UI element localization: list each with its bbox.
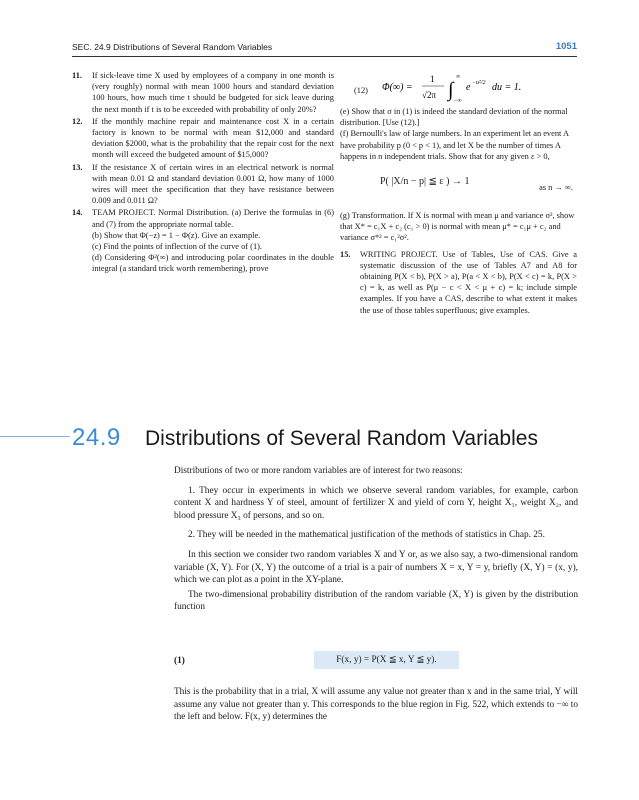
limit-condition: as n → ∞. [539, 183, 573, 193]
svg-text:Φ(∞) =: Φ(∞) = [382, 82, 413, 93]
problem-text: If sick-leave time X used by employees of a company in one month is (very roughly) normal with mean 1000 hours and standard deviation 100 hours, how much time t should be budgeted for sick leave during the next month if t is to be exceeded with probability of only 20%? [92, 71, 334, 114]
equation-box: F(x, y) = P(X ≦ x, Y ≦ y). [314, 651, 459, 669]
problem-13 [72, 162, 334, 207]
problem-number: 12. [72, 116, 83, 126]
paragraph: 1. They occur in experiments in which we observe several random variables, for example, carbon content X and hardness Y of steel, amount of fertilizer X and yield of corn Y, height X₁, weight X₂, and blood pressure X₃ of persons, and so on. [174, 485, 578, 521]
problem-14c: (c) Find the points of inflection of the curve of (1). [92, 242, 263, 252]
paragraph: 2. They will be needed in the mathematical justification of the methods of statistics in Chap. 25. [188, 530, 545, 541]
problem-number: 15. [340, 249, 351, 259]
problem-14d: (d) Considering Φ²(∞) and introducing polar coordinates in the double integral (a standard trick worth remembering), prove [92, 253, 334, 274]
problem-text: WRITING PROJECT. Use of Tables, Use of CAS. Give a systematic discussion of the use of Tables A7 and A8 for obtaining P(X < b), P(X > a), P(a < X < b), P(X < c) = k, P(X > c) = k, as well as P(μ − c < X < μ + c) = k; include simple examples. If you have a CAS, describe to what extent it makes the use of those tables superfluous; give examples. [360, 249, 577, 315]
svg-text:∫: ∫ [448, 79, 454, 101]
paragraph: The two-dimensional probability distribution of the random variable (X, Y) is given by the distribution function [174, 589, 578, 613]
running-header [72, 40, 577, 57]
section-title: Distributions of Several Random Variables [145, 427, 538, 450]
problem-14f: (f) Bernoulli's law of large numbers. In an experiment let an event A have probability p (0 < p < 1), and let X be the number of times A happens in n independent trials. Show that for any given ε > 0, [340, 129, 569, 161]
paragraph: In this section we consider two random variables X and Y or, as we also say, a two-dimensional random variable (X, Y). For (X, Y) the outcome of a trial is a pair of numbers X = x, Y = y, briefly (X, Y) = (x, y), which we can plot as a point in the XY-plane. [174, 549, 578, 586]
section-number: 24.9 [72, 424, 121, 451]
limit-formula [340, 166, 577, 204]
limit-expression: P( |X/n − p| ≦ ε ) → 1 [380, 176, 470, 188]
equation-label: (12) [354, 86, 368, 95]
page-number: 1051 [555, 41, 577, 52]
problem-15 [340, 249, 577, 316]
svg-text:1: 1 [430, 74, 435, 84]
problem-14g: (g) Transformation. If X is normal with mean μ and variance σ², show that X* = c₁X + c₂ (c₁ > 0) is normal with mean μ* = c₁μ + c₂ and variance σ*² = c₁²σ². [340, 211, 575, 243]
paragraph: This is the probability that in a trial, X will assume any value not greater than x and in the same trial, Y will assume any value not greater than y. This corresponds to the blue region in Fig. 522, which extends to −∞ to the left and below. F(x, y) determines the [174, 687, 578, 723]
problem-number: 14. [72, 208, 83, 218]
paragraph: Distributions of two or more random variables are of interest for two reasons: [174, 466, 463, 476]
equation-label: (1) [174, 656, 185, 666]
problem-text: TEAM PROJECT. Normal Distribution. (a) Derive the formulas in (6) and (7) from the appropriate normal table. [92, 208, 334, 229]
problem-14e: (e) Show that σ in (1) is indeed the standard deviation of the normal distribution. [Use (12).] [340, 107, 568, 128]
section-rule [0, 436, 70, 437]
equation-1 [174, 654, 578, 672]
problem-11 [72, 70, 334, 115]
svg-text:du = 1.: du = 1. [492, 82, 522, 93]
problem-text: If the resistance X of certain wires in an electrical network is normal with mean 0.01 Ω and standard deviation 0.001 Ω, how many of 1000 wires will meet the specification that they have resistance between 0.009 and 0.011 Ω? [92, 162, 334, 206]
svg-text:e: e [466, 82, 471, 93]
svg-text:∞: ∞ [456, 74, 461, 80]
svg-text:√2π: √2π [422, 90, 436, 100]
problem-14b: (b) Show that Φ(−z) = 1 − Φ(z). Give an example. [92, 230, 261, 240]
header-section-title: SEC. 24.9 Distributions of Several Random Variables [72, 42, 273, 52]
svg-text:−u²/2: −u²/2 [472, 80, 486, 86]
equation-12 [340, 70, 577, 106]
section-body [174, 465, 578, 621]
problem-number: 13. [72, 162, 83, 172]
left-column [72, 70, 334, 275]
problem-text: If the monthly machine repair and maintenance cost X in a certain factory is known to be normal with mean $12,000 and standard deviation $2000, what is the probability that the repair cost for the next month will exceed the budgeted amount of $15,000? [92, 116, 334, 160]
problem-12 [72, 116, 334, 161]
problem-14 [72, 207, 334, 274]
equation-body [382, 70, 572, 110]
problem-number: 11. [72, 71, 83, 80]
integral-formula [382, 70, 572, 106]
right-column [340, 70, 577, 316]
svg-text:−∞: −∞ [454, 98, 462, 104]
